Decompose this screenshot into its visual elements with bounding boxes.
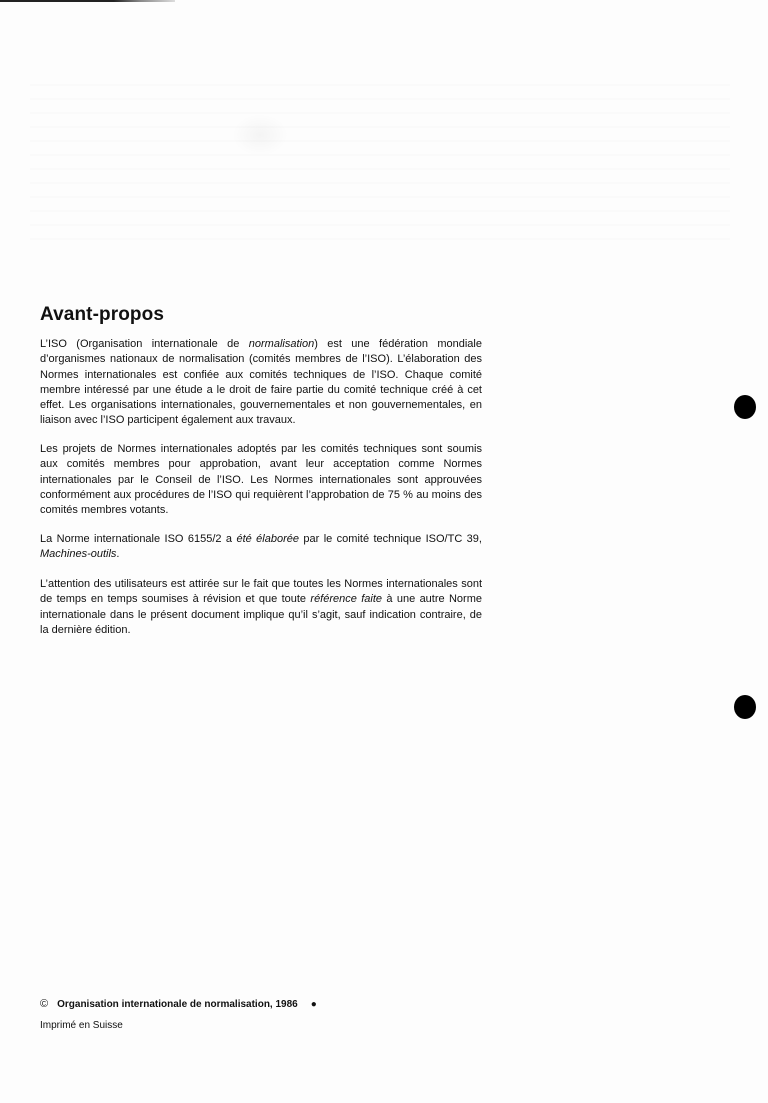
punch-hole-dot-icon — [734, 695, 756, 719]
printed-in: Imprimé en Suisse — [40, 1020, 123, 1031]
bullet-icon: ● — [310, 998, 317, 1010]
paragraph-approval — [40, 442, 482, 518]
top-rule — [0, 0, 175, 2]
paragraph-revision-notice — [40, 577, 482, 638]
paragraph-iso-intro — [40, 337, 482, 429]
text-segment: été élaborée — [236, 533, 299, 545]
text-segment: référence faite — [310, 593, 383, 606]
paragraph-standard-origin — [40, 532, 482, 563]
copyright-line — [40, 998, 317, 1010]
text-segment: Les projets de Normes internationales adoptés par les comités techniques sont soumis aux comités membres pour approbation, avant leur acceptation comme Normes internationales par le Conseil de l’ISO. Les Normes internationales sont approuvées conformément aux procédures de l’ISO qui requièrent l’approbation de 75 % au moins des comités membres votants. — [40, 443, 482, 517]
text-segment: par le comité technique ISO/TC 39, — [298, 533, 482, 545]
text-segment: La Norme internationale ISO 6155/2 a — [40, 533, 237, 545]
text-segment: L’attention des utilisateurs est attirée sur le fait que toutes les Normes internationales sont de temps en temps soumises à révision et que toute — [40, 578, 482, 606]
punch-hole-dot-icon — [734, 395, 756, 419]
text-segment: . — [116, 548, 120, 561]
page-title: Avant-propos — [40, 304, 164, 325]
show-through-background — [30, 80, 730, 240]
text-segment: L’ISO (Organisation internationale de — [40, 338, 249, 350]
copyright-organization: Organisation internationale de normalisation, 1986 — [57, 998, 298, 1010]
copyright-icon: © — [40, 998, 49, 1010]
text-segment: à une autre Norme internationale dans le présent document implique qu’il s’agit, sauf indication contraire, de la dernière édition. — [40, 593, 482, 636]
text-segment: ) est une fédération mondiale d’organismes nationaux de normalisation (comités membres de l’ISO). L’élaboration des Normes internationales est confiée aux comités techniques de l’ISO. Chaque comité membre intéressé par une étude a le droit de faire partie du comité technique créé à cet effet. Les organisations internationales, gouvernementales et non gouvernementales, en liaison avec l’ISO participent également aux travaux. — [40, 338, 482, 427]
text-segment: normalisation — [248, 338, 315, 350]
text-segment: Machines-outils — [40, 548, 117, 561]
